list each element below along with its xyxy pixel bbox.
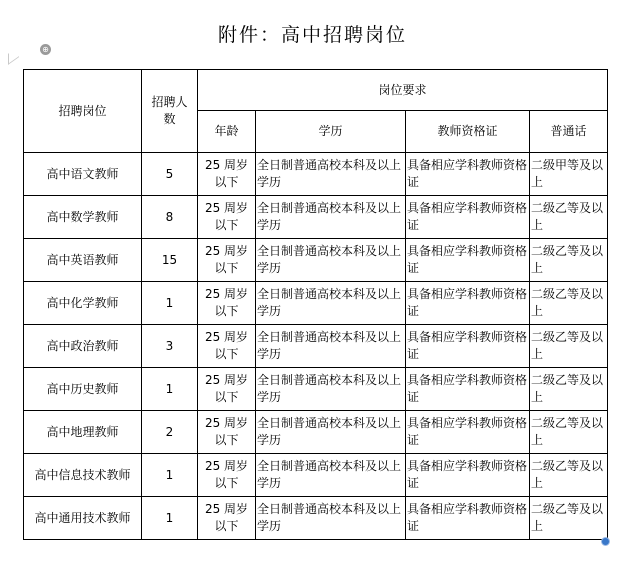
cell-count: 1 [142, 368, 198, 411]
cell-position: 高中英语教师 [24, 239, 142, 282]
cell-age [198, 368, 256, 411]
cell-certificate: 具备相应学科教师资格证 [406, 497, 530, 540]
cell-age [198, 325, 256, 368]
cell-age [198, 153, 256, 196]
table-row [24, 282, 608, 325]
cell-certificate: 具备相应学科教师资格证 [406, 153, 530, 196]
cell-age-line2: 以下 [214, 433, 239, 447]
cell-position: 高中语文教师 [24, 153, 142, 196]
cell-age-line1: 25 周岁 [204, 459, 249, 473]
header-position: 招聘岗位 [24, 70, 142, 153]
cell-education: 全日制普通高校本科及以上学历 [256, 282, 406, 325]
header-certificate: 教师资格证 [406, 111, 530, 153]
cell-mandarin: 二级乙等及以上 [530, 282, 608, 325]
margin-corner-icon [8, 46, 19, 65]
cell-certificate: 具备相应学科教师资格证 [406, 454, 530, 497]
cell-age-line2: 以下 [214, 261, 239, 275]
cell-education: 全日制普通高校本科及以上学历 [256, 368, 406, 411]
cell-age-line2: 以下 [214, 175, 239, 189]
cell-count: 3 [142, 325, 198, 368]
header-requirements: 岗位要求 [198, 70, 608, 111]
cell-certificate: 具备相应学科教师资格证 [406, 239, 530, 282]
table-row [24, 368, 608, 411]
cell-age-line1: 25 周岁 [204, 201, 249, 215]
cell-certificate: 具备相应学科教师资格证 [406, 282, 530, 325]
cell-position: 高中化学教师 [24, 282, 142, 325]
cell-age [198, 282, 256, 325]
cell-education: 全日制普通高校本科及以上学历 [256, 497, 406, 540]
cell-position: 高中政治教师 [24, 325, 142, 368]
cell-count: 15 [142, 239, 198, 282]
cell-mandarin: 二级乙等及以上 [530, 454, 608, 497]
cell-count: 2 [142, 411, 198, 454]
cell-count: 5 [142, 153, 198, 196]
table-row [24, 153, 608, 196]
cell-age [198, 454, 256, 497]
header-education: 学历 [256, 111, 406, 153]
cell-certificate: 具备相应学科教师资格证 [406, 368, 530, 411]
cell-mandarin: 二级乙等及以上 [530, 325, 608, 368]
cursor-dot-icon [601, 537, 610, 546]
cell-age-line1: 25 周岁 [204, 373, 249, 387]
cell-age [198, 239, 256, 282]
table-move-handle-icon[interactable]: ⊕ [40, 44, 51, 55]
cell-count: 1 [142, 282, 198, 325]
cell-age-line1: 25 周岁 [204, 502, 249, 516]
page-title: 附件：高中招聘岗位 [217, 24, 407, 46]
cell-age-line2: 以下 [214, 476, 239, 490]
cell-education: 全日制普通高校本科及以上学历 [256, 239, 406, 282]
cell-mandarin: 二级乙等及以上 [530, 368, 608, 411]
cell-education: 全日制普通高校本科及以上学历 [256, 153, 406, 196]
cell-position: 高中地理教师 [24, 411, 142, 454]
cell-mandarin: 二级乙等及以上 [530, 497, 608, 540]
header-count [142, 70, 198, 153]
cell-age [198, 196, 256, 239]
cell-count: 1 [142, 497, 198, 540]
cell-age [198, 411, 256, 454]
table-row [24, 497, 608, 540]
cell-age-line1: 25 周岁 [204, 330, 249, 344]
cell-mandarin: 二级乙等及以上 [530, 411, 608, 454]
cell-age-line2: 以下 [214, 390, 239, 404]
cell-certificate: 具备相应学科教师资格证 [406, 325, 530, 368]
cell-age [198, 497, 256, 540]
cell-age-line1: 25 周岁 [204, 287, 249, 301]
cell-count: 1 [142, 454, 198, 497]
table-row [24, 325, 608, 368]
header-mandarin: 普通话 [530, 111, 608, 153]
table-row [24, 196, 608, 239]
cell-certificate: 具备相应学科教师资格证 [406, 196, 530, 239]
cell-education: 全日制普通高校本科及以上学历 [256, 196, 406, 239]
cell-education: 全日制普通高校本科及以上学历 [256, 411, 406, 454]
cell-certificate: 具备相应学科教师资格证 [406, 411, 530, 454]
cell-age-line1: 25 周岁 [204, 244, 249, 258]
cell-age-line2: 以下 [214, 304, 239, 318]
cell-age-line2: 以下 [214, 218, 239, 232]
table-row [24, 454, 608, 497]
cell-count: 8 [142, 196, 198, 239]
table-row [24, 411, 608, 454]
cell-mandarin: 二级乙等及以上 [530, 196, 608, 239]
header-age: 年龄 [198, 111, 256, 153]
cell-age-line2: 以下 [214, 347, 239, 361]
table-row [24, 239, 608, 282]
cell-education: 全日制普通高校本科及以上学历 [256, 454, 406, 497]
cell-age-line1: 25 周岁 [204, 158, 249, 172]
cell-position: 高中数学教师 [24, 196, 142, 239]
header-row [24, 70, 608, 111]
cell-age-line2: 以下 [214, 519, 239, 533]
header-count-text: 招聘人数 [151, 95, 188, 126]
cell-mandarin: 二级乙等及以上 [530, 239, 608, 282]
cell-mandarin: 二级甲等及以上 [530, 153, 608, 196]
cell-position: 高中通用技术教师 [24, 497, 142, 540]
cell-education: 全日制普通高校本科及以上学历 [256, 325, 406, 368]
recruitment-table [23, 69, 608, 540]
cell-age-line1: 25 周岁 [204, 416, 249, 430]
cell-position: 高中历史教师 [24, 368, 142, 411]
cell-position: 高中信息技术教师 [24, 454, 142, 497]
